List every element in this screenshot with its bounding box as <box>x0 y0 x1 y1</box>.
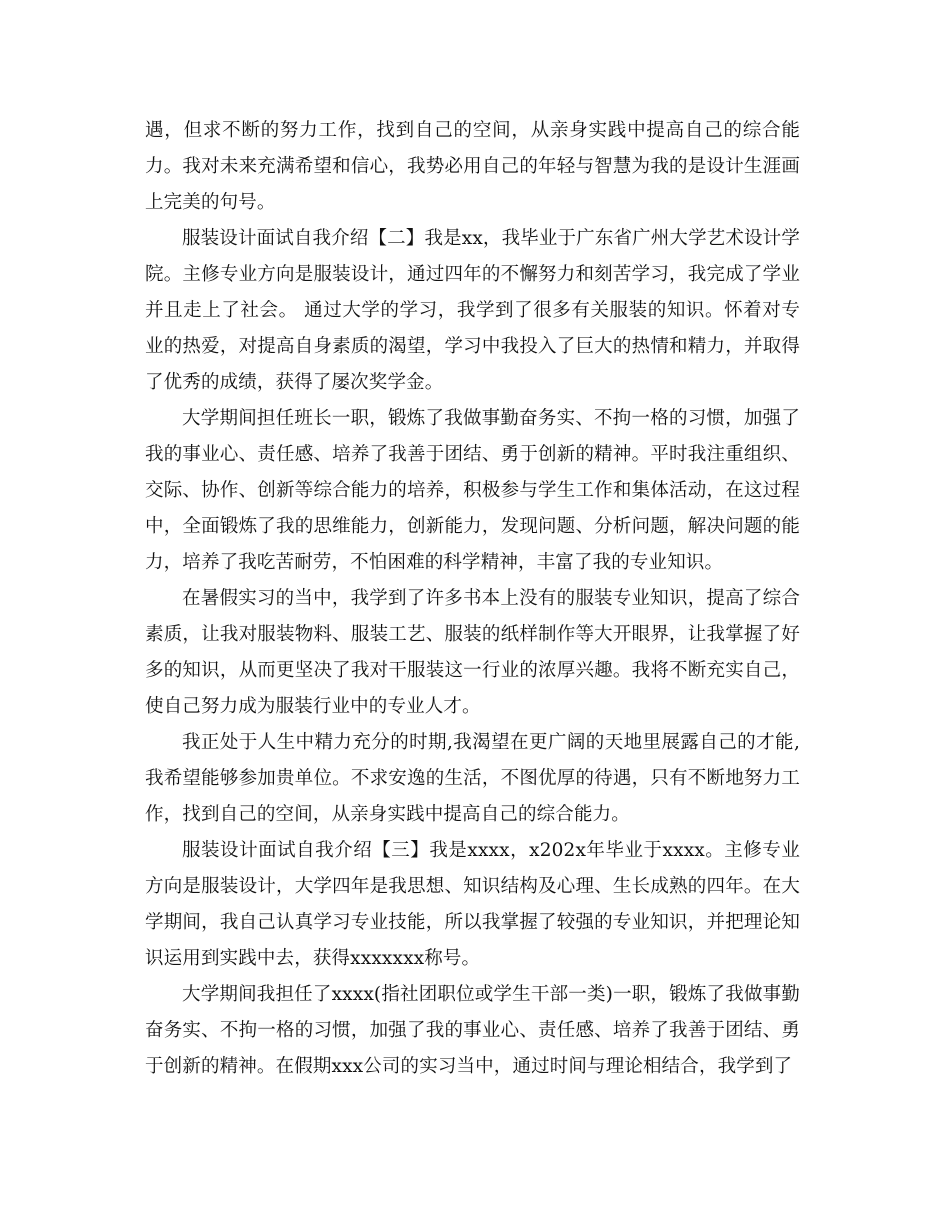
paragraph-3: 大学期间担任班长一职，锻炼了我做事勤奋务实、不拘一格的习惯，加强了我的事业心、责任感、培养了我善于团结、勇于创新的精神。平时我注重组织、交际、协作、创新等综合能力的培养，积极参与学生工作和集体活动，在这过程中，全面锻炼了我的思维能力，创新能力，发现问题、分析问题，解决问题的能力，培养了我吃苦耐劳，不怕困难的科学精神，丰富了我的专业知识。 <box>145 408 800 573</box>
paragraph-6: 服装设计面试自我介绍【三】我是xxxx，x202x年毕业于xxxx。主修专业方向是服装设计，大学四年是我思想、知识结构及心理、生长成熟的四年。在大学期间，我自己认真学习专业技能，所以我掌握了较强的专业知识，并把理论知识运用到实践中去，获得xxxxxxx称号。 <box>145 840 800 969</box>
paragraph-4: 在暑假实习的当中，我学到了许多书本上没有的服装专业知识，提高了综合素质，让我对服装物料、服装工艺、服装的纸样制作等大开眼界，让我掌握了好多的知识，从而更坚决了我对干服装这一行业的浓厚兴趣。我将不断充实自己，使自己努力成为服装行业中的专业人才。 <box>145 588 800 717</box>
document-body <box>145 113 800 1085</box>
paragraph-7: 大学期间我担任了xxxx(指社团职位或学生干部一类)一职，锻炼了我做事勤奋务实、不拘一格的习惯，加强了我的事业心、责任感、培养了我善于团结、勇于创新的精神。在假期xxx公司的实习当中，通过时间与理论相结合，我学到了 <box>145 984 800 1077</box>
paragraph-1: 遇，但求不断的努力工作，找到自己的空间，从亲身实践中提高自己的综合能力。我对未来充满希望和信心，我势必用自己的年轻与智慧为我的是设计生涯画上完美的句号。 <box>145 120 800 213</box>
paragraph-5: 我正处于人生中精力充分的时期,我渴望在更广阔的天地里展露自己的才能,我希望能够参加贵单位。不求安逸的生活，不图优厚的待遇，只有不断地努力工作，找到自己的空间，从亲身实践中提高自己的综合能力。 <box>145 732 800 825</box>
paragraph-2: 服装设计面试自我介绍【二】我是xx，我毕业于广东省广州大学艺术设计学院。主修专业方向是服装设计，通过四年的不懈努力和刻苦学习，我完成了学业并且走上了社会。 通过大学的学习，我学到了很多有关服装的知识。怀着对专业的热爱，对提高自身素质的渴望，学习中我投入了巨大的热情和精力，并取得了优秀的成绩，获得了屡次奖学金。 <box>145 228 800 393</box>
